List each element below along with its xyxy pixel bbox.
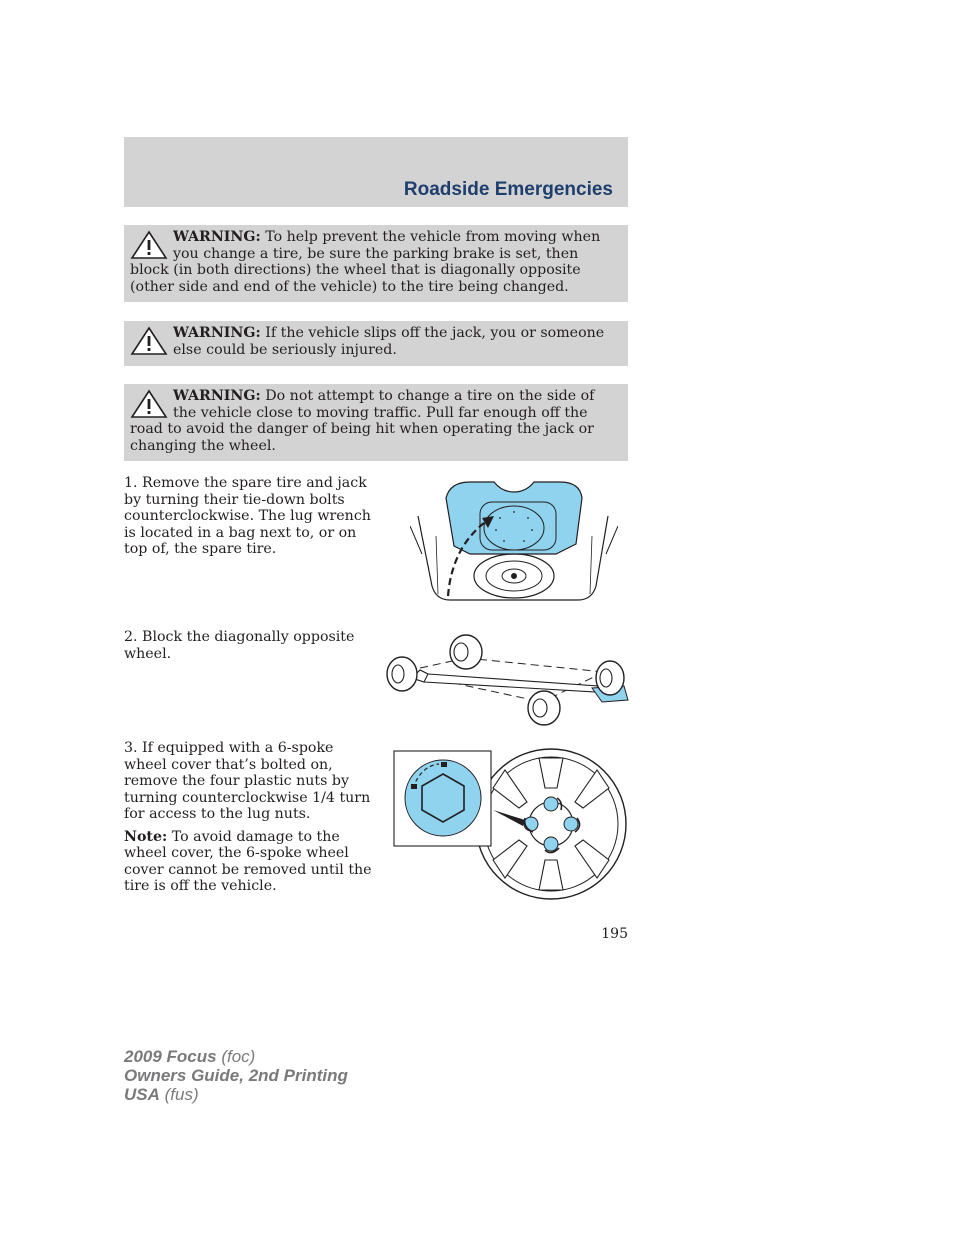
note-paragraph <box>124 829 380 895</box>
warning-triangle-icon <box>130 230 168 260</box>
page-number: 195 <box>601 926 628 942</box>
warning-triangle-icon <box>130 389 168 419</box>
step-2-text <box>124 629 380 668</box>
warning-triangle-icon <box>130 326 168 356</box>
warning-box-3 <box>124 384 628 461</box>
tire-rear-left <box>450 635 482 669</box>
note-text: To avoid damage to the wheel cover, the 6-spoke wheel cover cannot be removed until the tire is off the vehicle. <box>124 828 372 894</box>
tire-front-right <box>528 691 560 725</box>
warning-box-2 <box>124 321 628 366</box>
footer-line-3 <box>124 1085 348 1104</box>
step-2-paragraph: 2. Block the diagonally opposite wheel. <box>124 629 355 662</box>
step-3-paragraph: 3. If equipped with a 6-spoke wheel cover that’s bolted on, remove the four plastic nuts by turning counterclockwise 1/4 turn for access to the lug nuts. <box>124 740 371 822</box>
step-1-text <box>124 475 380 564</box>
warning-label: WARNING: <box>173 325 261 341</box>
section-header <box>124 137 628 207</box>
warning-label: WARNING: <box>173 229 261 245</box>
footer-model-code: (foc) <box>216 1047 256 1066</box>
footer-region: USA <box>124 1085 160 1104</box>
warning-text: If the vehicle slips off the jack, you or someone else could be seriously injured. <box>173 325 605 358</box>
footer-model: 2009 Focus <box>124 1047 217 1066</box>
step-1-paragraph: 1. Remove the spare tire and jack by turning their tie-down bolts counterclockwise. The lug wrench is located in a bag next to, or on top of, the spare tire. <box>124 475 371 557</box>
footer-line-1 <box>124 1047 348 1066</box>
section-title: Roadside Emergencies <box>403 179 613 200</box>
warning-text: Do not attempt to change a tire on the side of the vehicle close to moving traffic. Pull far enough off the road to avoid the danger of being hit when operating the jack or changing the wheel. <box>130 388 595 454</box>
note-label: Note: <box>124 828 168 845</box>
tire-rear-right <box>596 661 624 695</box>
trunk-spare-tire-illustration <box>410 476 618 604</box>
warning-box-1 <box>124 225 628 302</box>
tire-front-left <box>387 657 417 691</box>
footer-region-code: (fus) <box>159 1085 199 1104</box>
wheel-cover-illustration <box>393 748 629 900</box>
footer-line-2: Owners Guide, 2nd Printing <box>124 1066 348 1085</box>
wheel-block-diagram <box>384 630 630 730</box>
step-3-text <box>124 740 380 901</box>
warning-text: To help prevent the vehicle from moving when you change a tire, be sure the parking brake is set, then block (in both directions) the wheel that is diagonally opposite (other side and end of the vehicle) to the tire being changed. <box>130 229 601 295</box>
document-footer <box>124 1047 348 1104</box>
warning-label: WARNING: <box>173 388 261 404</box>
